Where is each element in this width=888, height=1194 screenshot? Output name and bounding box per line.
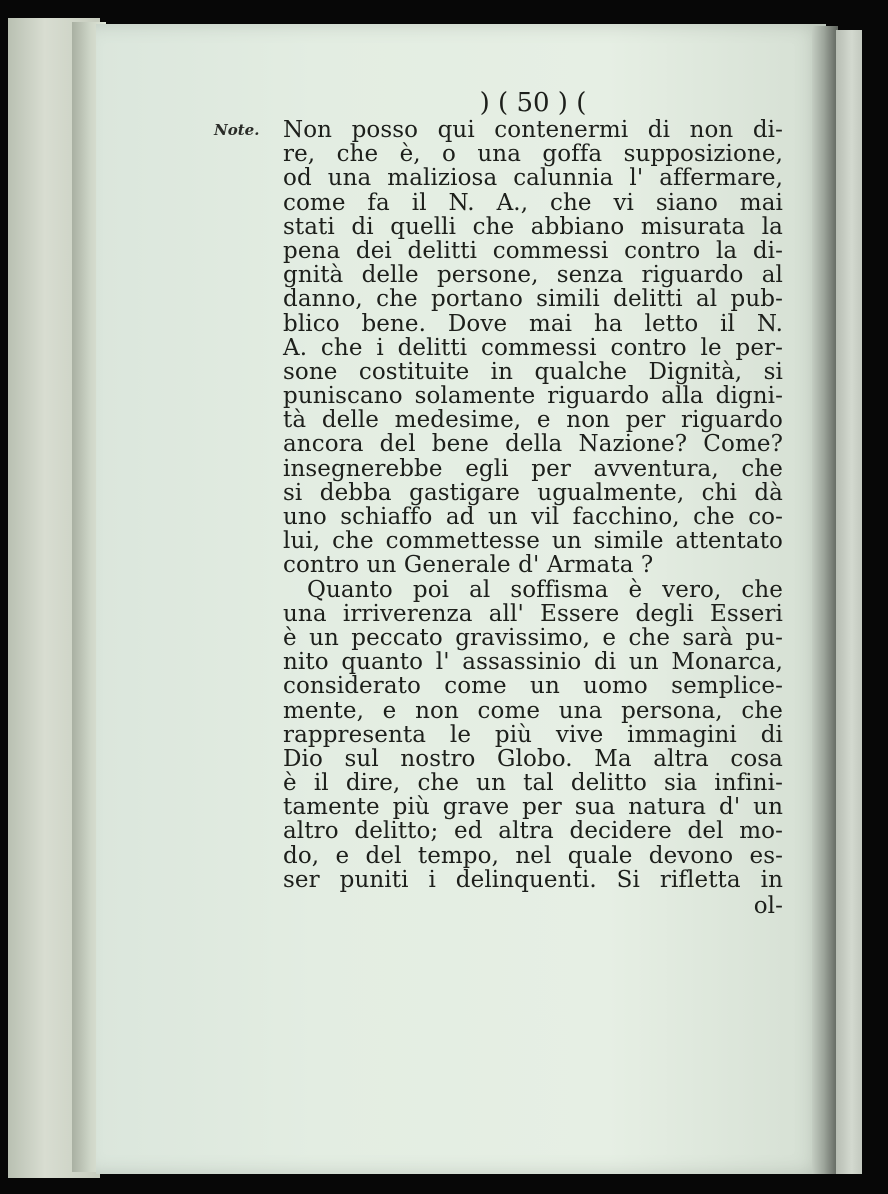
text-line: sone costituite in qualche Dignità, si <box>283 358 783 385</box>
text-line: ser puniti i delinquenti. Si rifletta in <box>283 866 783 893</box>
text-line: Non posso qui contenermi di non di- <box>283 117 783 143</box>
text-line: rappresenta le più vive immagini di <box>283 721 783 748</box>
text-line: altro delitto; ed altra decidere del mo- <box>283 818 783 845</box>
text-line: una irriverenza all' Essere degli Esseri <box>283 600 783 627</box>
text-line: tamente più grave per sua natura d' un <box>283 794 783 821</box>
text-line: od una maliziosa calunnia l' affermare, <box>283 165 783 192</box>
text-line: re, che è, o una goffa supposizione, <box>283 141 783 168</box>
text-line: danno, che portano simili delitti al pub- <box>283 286 783 313</box>
text-line: Quanto poi al soffisma è vero, che <box>307 576 783 603</box>
text-line: è un peccato gravissimo, e che sarà pu- <box>283 624 783 651</box>
page-gutter-shadow <box>812 26 838 1174</box>
text-line: è il dire, che un tal delitto sia infini- <box>283 770 783 797</box>
text-line: A. che i delitti commessi contro le per- <box>283 334 783 361</box>
text-line: pena dei delitti commessi contro la di- <box>283 237 783 264</box>
text-line: contro un Generale d' Armata ? <box>283 552 654 579</box>
text-line: blico bene. Dove mai ha letto il N. <box>283 310 783 337</box>
text-column <box>283 88 783 918</box>
text-line: gnità delle persone, senza riguardo al <box>283 262 783 289</box>
text-line: stati di quelli che abbiano misurata la <box>283 213 783 240</box>
text-line: mente, e non come una persona, che <box>283 697 783 724</box>
text-line: lui, che commettesse un simile attentato <box>283 528 783 555</box>
paragraph-2 <box>283 578 783 892</box>
text-line: tà delle medesime, e non per riguardo <box>283 407 783 434</box>
next-leaf-edge <box>836 30 862 1174</box>
margin-note-label: Note. <box>214 121 260 139</box>
text-line: uno schiaffo ad un vil facchino, che co- <box>283 504 783 530</box>
catchword: ol- <box>753 893 783 919</box>
text-line: ancora del bene della Nazione? Come? <box>283 431 783 458</box>
text-line: come fa il N. A., che vi siano mai <box>283 189 783 216</box>
text-line: Dio sul nostro Globo. Ma altra cosa <box>283 745 783 772</box>
text-line: do, e del tempo, nel quale devono es- <box>283 842 783 869</box>
text-line: si debba gastigare ugualmente, chi dà <box>283 479 783 506</box>
text-line: puniscano solamente riguardo alla digni- <box>283 383 783 410</box>
text-line: considerato come un uomo semplice- <box>283 673 783 700</box>
text-line: insegnerebbe egli per avventura, che <box>283 455 783 482</box>
paragraph-1 <box>283 118 783 578</box>
page-number: ) ( 50 ) ( <box>479 88 587 118</box>
text-line: nito quanto l' assassinio di un Monarca, <box>283 649 783 676</box>
